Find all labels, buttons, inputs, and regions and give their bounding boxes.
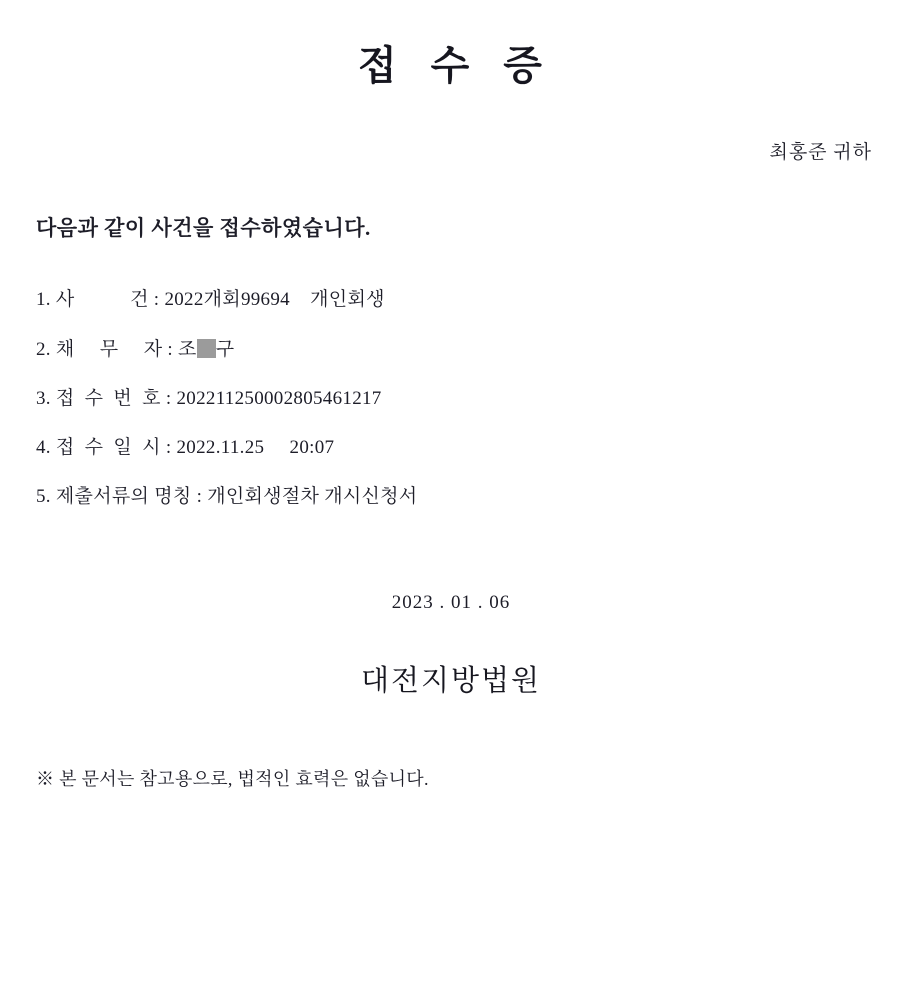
recipient-name: 최홍준 귀하 (769, 142, 872, 163)
issue-date: 2023 . 01 . 06 (391, 592, 511, 613)
item-value-debtor-last: 구 (215, 339, 235, 360)
item-value-receipt-datetime: 2022.11.25 20:07 (176, 437, 335, 458)
court-name: 대전지방법원 (360, 665, 542, 697)
item-label-document-name: 5. 제출서류의 명칭 : (36, 486, 208, 507)
list-item (36, 290, 912, 309)
item-label-debtor: 2. 채 무 자 : (36, 339, 179, 360)
item-label-case: 1. 사 건 : (36, 289, 165, 310)
item-label-receipt-number: 3. 접 수 번 호 : (36, 388, 177, 409)
item-value-document-name: 개인회생절차 개시신청서 (207, 486, 418, 507)
list-item (36, 389, 912, 408)
redaction-block (197, 339, 216, 358)
item-value-case: 2022개회99694 개인회생 (164, 289, 385, 310)
item-label-receipt-datetime: 4. 접 수 일 시 : (36, 437, 177, 458)
list-item (36, 438, 912, 457)
list-item (36, 487, 912, 506)
detail-item-list (0, 242, 912, 506)
footnote-disclaimer: ※ 본 문서는 참고용으로, 법적인 효력은 없습니다. (36, 769, 429, 789)
lead-statement: 다음과 같이 사건을 접수하였습니다. (36, 216, 371, 240)
item-value-receipt-number: 202211250002805461217 (176, 388, 382, 409)
page-title: 접 수 증 (358, 43, 554, 88)
list-item (36, 339, 912, 359)
item-value-debtor-first: 조 (178, 339, 197, 360)
